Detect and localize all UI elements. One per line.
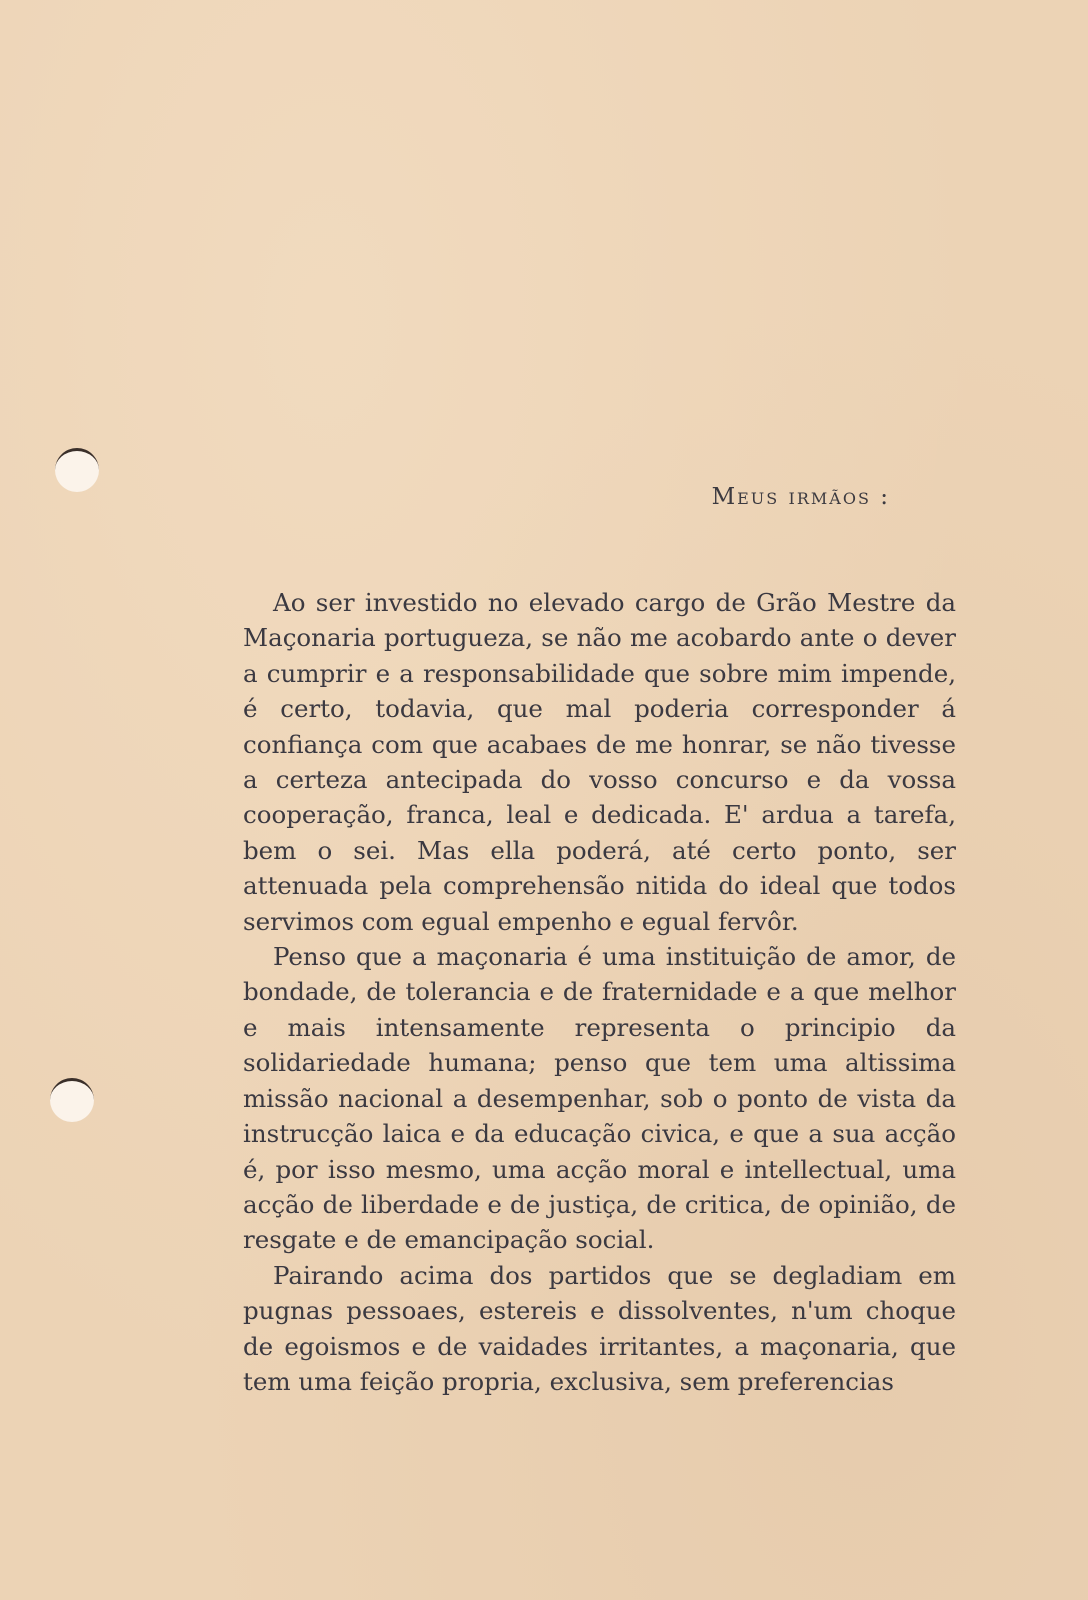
paragraph: Ao ser investido no elevado cargo de Grão Mestre da Maçonaria portugueza, se não me acobardo ante o dever a cumprir e a responsabilidade que sobre mim impende, é certo, todavia, que mal poderia corresponder á confiança com que acabaes de me honrar, se não tivesse a certeza antecipada do vosso concurso e da vossa cooperação, franca, leal e dedicada. E' ardua a tarefa, bem o sei. Mas ella poderá, até certo ponto, ser attenuada pela comprehensão nitida do ideal que todos servimos com egual empenho e egual fervôr. xyxy=(243,588,956,936)
body-text xyxy=(243,585,956,1399)
punch-hole-bottom xyxy=(50,1078,94,1122)
paragraph: Pairando acima dos partidos que se degladiam em pugnas pessoaes, estereis e dissolventes, n'um choque de egoismos e de vaidades irritantes, a maçonaria, que tem uma feição propria, exclusiva, sem preferencias xyxy=(243,1260,956,1396)
salutation: Meus irmãos : xyxy=(711,484,890,510)
punch-hole-top xyxy=(55,448,99,492)
paragraph: Penso que a maçonaria é uma instituição de amor, de bondade, de tolerancia e de fraternidade e a que melhor e mais intensamente representa o principio da solidariedade humana; penso que tem uma altissima missão nacional a desempenhar, sob o ponto de vista da instrucção laica e da educação civica, e que a sua acção é, por isso mesmo, uma acção moral e intellectual, uma acção de liberdade e de justiça, de critica, de opinião, de resgate e de emancipação social. xyxy=(243,942,956,1255)
margin-mark xyxy=(52,782,96,800)
